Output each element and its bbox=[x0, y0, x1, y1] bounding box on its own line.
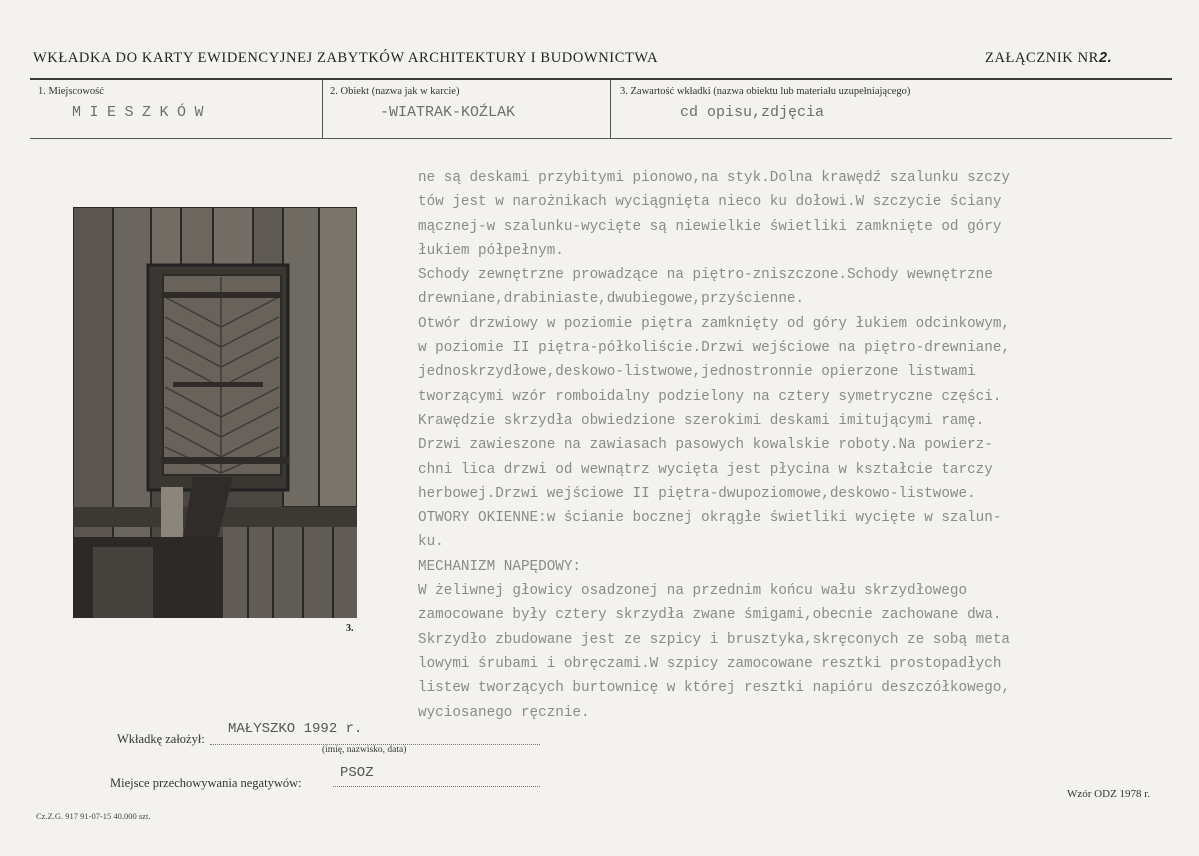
description-line: łukiem półpełnym. bbox=[418, 242, 564, 259]
attachment-label-text: ZAŁĄCZNIK NR bbox=[985, 50, 1099, 66]
attachment-label bbox=[985, 50, 1112, 67]
column-divider-1 bbox=[322, 80, 323, 138]
description-line: ne są deskami przybitymi pionowo,na styk.Dolna krawędź szalunku szczy bbox=[418, 170, 1010, 186]
contents-value: cd opisu,zdjęcia bbox=[680, 104, 825, 121]
description-line: W żeliwnej głowicy osadzonej na przednim końcu wału skrzydłowego bbox=[418, 583, 968, 600]
description-line: herbowej.Drzwi wejściowe II piętra-dwupoziomowe,deskowo-listwowe. bbox=[418, 485, 976, 502]
description-line: Skrzydło zbudowane jest ze szpicy i brusztyka,skręconych ze sobą meta bbox=[418, 631, 1010, 648]
column-divider-2 bbox=[610, 80, 611, 138]
description-line: listew tworzących burtownicę w której resztki napióru deszczółkowego, bbox=[418, 680, 1010, 697]
description-line: w poziomie II piętra-półkoliście.Drzwi wejściowe na piętro-drewniane, bbox=[418, 340, 1010, 357]
description-line: mącznej-w szalunku-wycięte są niewielkie świetliki zamknięte od góry bbox=[418, 218, 1002, 235]
locality-value: MIESZKÓW bbox=[72, 104, 213, 121]
form-id: Wzór ODZ 1978 r. bbox=[1067, 788, 1151, 800]
description-line: zamocowane były cztery skrzydła zwane śmigami,obecnie zachowane dwa. bbox=[418, 607, 1002, 624]
description-line: Drzwi zawieszone na zawiasach pasowych kowalskie roboty.Na powierz- bbox=[418, 437, 993, 454]
description-line: Otwór drzwiowy w poziomie piętra zamknięty od góry łukiem odcinkowym, bbox=[418, 315, 1010, 332]
description-line: MECHANIZM NAPĘDOWY: bbox=[418, 558, 582, 575]
negatives-line bbox=[333, 786, 540, 787]
header-bottom-rule bbox=[30, 138, 1172, 139]
print-info: Cz.Z.G. 917 91-07-15 40.000 szt. bbox=[36, 811, 151, 821]
locality-label: 1. Miejscowość bbox=[38, 86, 104, 97]
description-line: Krawędzie skrzydła obwiedzione szerokimi deskami imitującymi ramę. bbox=[418, 412, 985, 429]
contents-label: 3. Zawartość wkładki (nazwa obiektu lub materiału uzupełniającego) bbox=[620, 86, 911, 97]
object-label: 2. Obiekt (nazwa jak w karcie) bbox=[330, 86, 460, 97]
description-line: drewniane,drabiniaste,dwubiegowe,przyścienne. bbox=[418, 291, 805, 308]
created-by-value: MAŁYSZKO 1992 r. bbox=[228, 721, 363, 737]
header-top-rule bbox=[30, 78, 1172, 80]
description-body bbox=[418, 166, 1138, 725]
description-line: tworzącymi wzór romboidalny podzielony na cztery symetryczne części. bbox=[418, 388, 1002, 405]
description-line: wyciosanego ręcznie. bbox=[418, 704, 590, 721]
description-line: ku. bbox=[418, 534, 444, 551]
photo-number: 3. bbox=[346, 623, 354, 634]
description-line: OTWORY OKIENNE:w ścianie bocznej okrągłe świetliki wycięte w szalun- bbox=[418, 510, 1002, 527]
description-line: tów jest w narożnikach wyciągnięta nieco ku dołowi.W szczycie ściany bbox=[418, 194, 1002, 211]
form-title: WKŁADKA DO KARTY EWIDENCYJNEJ ZABYTKÓW ARCHITEKTURY I BUDOWNICTWA bbox=[33, 50, 659, 66]
negatives-value: PSOZ bbox=[340, 765, 374, 781]
description-line: lowymi śrubami i obręczami.W szpicy zamocowane resztki prostopadłych bbox=[418, 655, 1002, 672]
description-line: chni lica drzwi od wewnątrz wycięta jest płycina w kształcie tarczy bbox=[418, 461, 993, 478]
negatives-label: Miejsce przechowywania negatywów: bbox=[110, 776, 302, 790]
created-by-hint: (imię, nazwisko, data) bbox=[322, 745, 407, 755]
attachment-number: 2. bbox=[1098, 50, 1113, 66]
created-by-label: Wkładkę założył: bbox=[117, 732, 205, 746]
door-photograph bbox=[73, 207, 357, 618]
description-line: Schody zewnętrzne prowadzące na piętro-zniszczone.Schody wewnętrzne bbox=[418, 267, 993, 284]
object-value: -WIATRAK-KOŹLAK bbox=[380, 104, 516, 121]
description-line: jednoskrzydłowe,deskowo-listwowe,jednostronnie opierzone listwami bbox=[418, 364, 976, 381]
